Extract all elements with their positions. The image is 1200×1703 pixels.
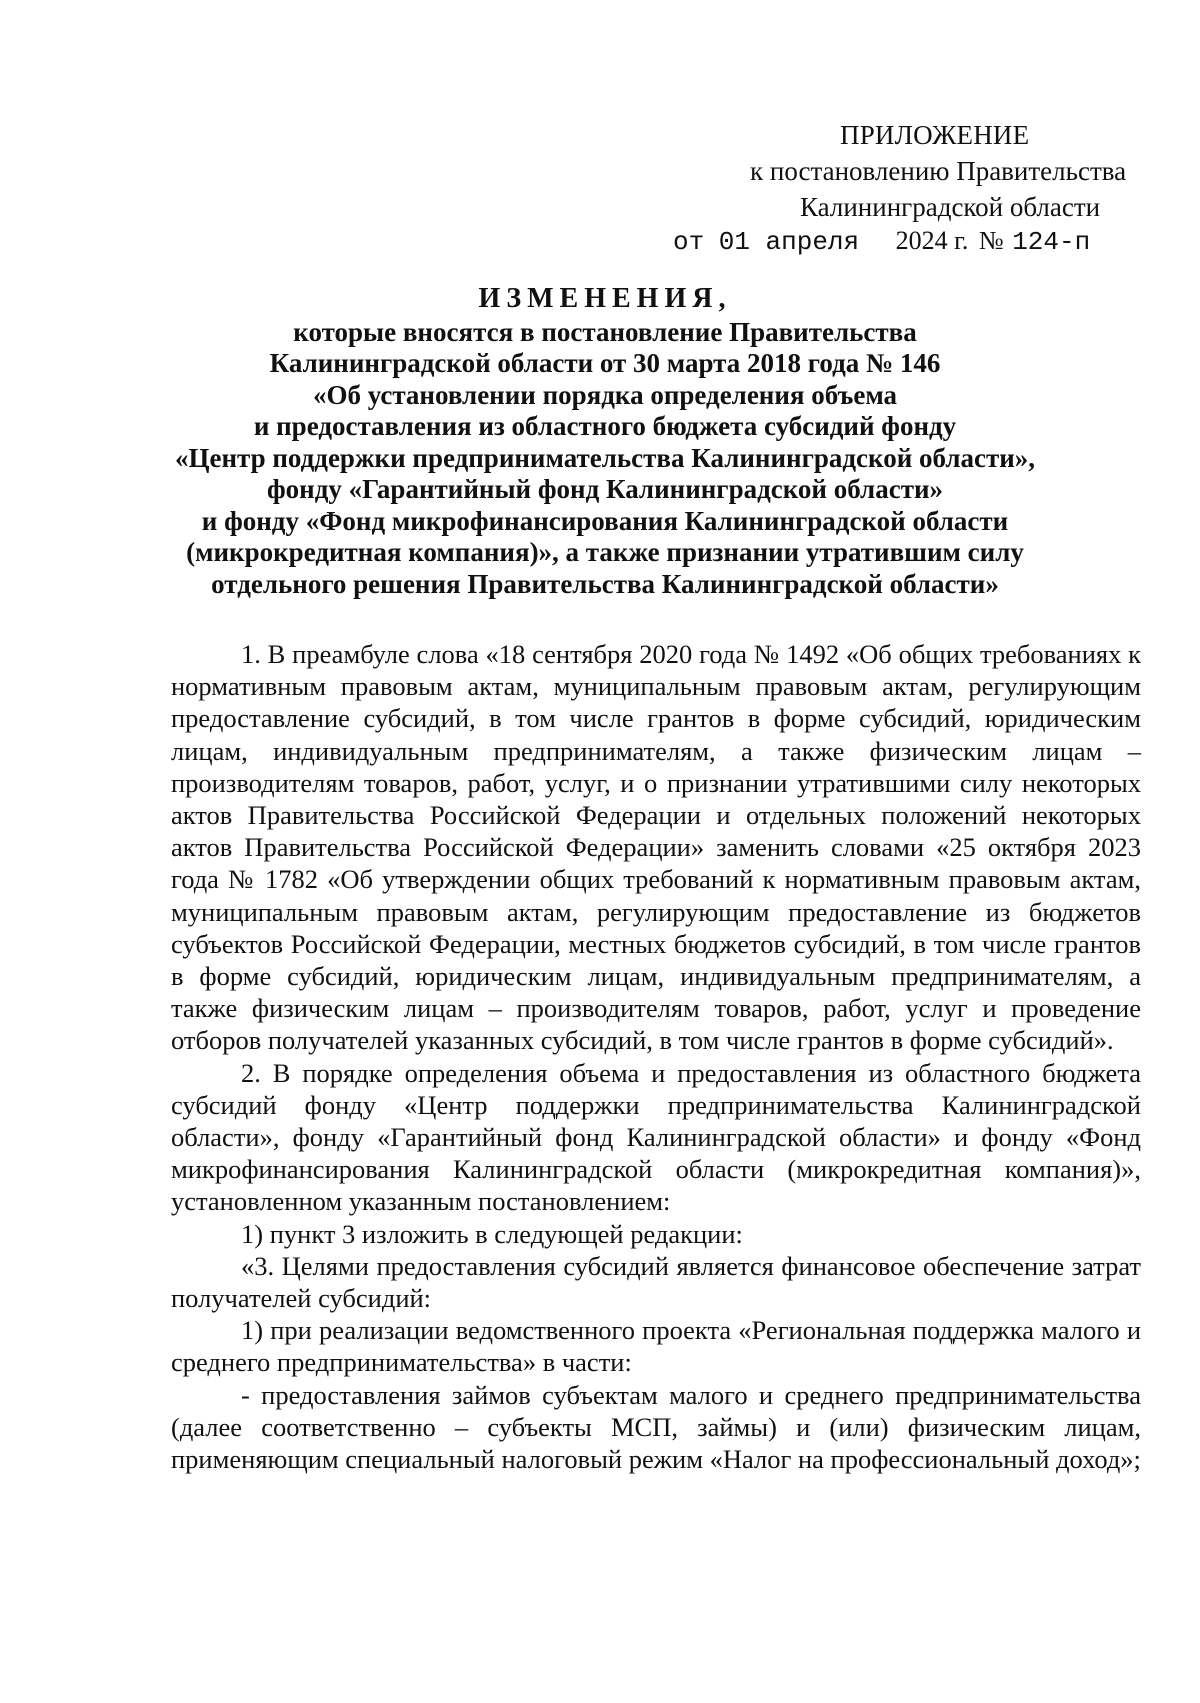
document-heading: ИЗМЕНЕНИЯ, <box>478 283 732 314</box>
paragraph-item-3-text: «3. Целями предоставления субсидий является финансовое обеспечение затрат получателей субсидий: <box>171 1250 1141 1314</box>
paragraph-dash-item-loans: - предоставления займов субъектам малого и среднего предпринимательства (далее соответственно – субъекты МСП, займы) и (или) физическим лицам, применяющим специальный налоговый режим «Налог на профессиональный доход»; <box>171 1379 1141 1475</box>
number-sign: № <box>978 226 1004 255</box>
paragraph-procedure-changes: 2. В порядке определения объема и предоставления из областного бюджета субсидий фонду «Центр поддержки предпринимательства Калининградской области», фонду «Гарантийный фонд Калининградской области» и фонду «Фонд микрофинансирования Калининградской области (микрокредитная компания)», установленном указанным постановлением: <box>171 1057 1141 1217</box>
subtitle-line: отдельного решения Правительства Калининградской области» <box>211 568 999 599</box>
paragraph-subitem-1: 1) при реализации ведомственного проекта «Региональная поддержка малого и среднего предпринимательства» в части: <box>171 1315 1141 1378</box>
document-title-block <box>150 283 1060 600</box>
resolution-number: 124-п <box>1012 227 1091 257</box>
attachment-title: ПРИЛОЖЕНИЕ <box>840 120 1030 150</box>
subtitle-line: и фонду «Фонд микрофинансирования Калининградской области <box>201 505 1009 536</box>
attachment-resolution-line: к постановлению Правительства <box>750 156 1127 186</box>
subtitle-line: которые вносятся в постановление Правительства <box>293 316 917 347</box>
subtitle-line: Калининградской области от 30 марта 2018 года № 146 <box>269 348 941 378</box>
date-year: 2024 г. <box>895 226 969 255</box>
paragraph-preamble-change: 1. В преамбуле слова «18 сентября 2020 года № 1492 «Об общих требованиях к нормативным правовым актам, муниципальным правовым актам, регулирующим предоставление субсидий, в том числе грантов в форме субсидий, юридическим лицам, индивидуальным предпринимателям, а также физическим лицам – производителям товаров, работ, услуг, и о признании утратившими силу некоторых актов Правительства Российской Федерации и отдельных положений некоторых актов Правительства Российской Федерации» заменить словами «25 октября 2023 года № 1782 «Об утверждении общих требований к нормативным правовым актам, муниципальным правовым актам, регулирующим предоставление из бюджетов субъектов Российской Федерации, местных бюджетов субсидий, в том числе грантов в форме субсидий, юридическим лицам, индивидуальным предпринимателям, а также физическим лицам – производителям товаров, работ, услуг и проведение отборов получателей указанных субсидий, в том числе грантов в форме субсидий». <box>171 639 1141 1056</box>
document-body <box>171 638 1141 1475</box>
date-prefix: от <box>673 227 705 257</box>
date-day-month: 01 апреля <box>718 227 860 257</box>
subtitle-line: фонду «Гарантийный фонд Калининградской области» <box>266 474 944 504</box>
subtitle-line: «Об установлении порядка определения объема <box>312 379 898 410</box>
subtitle-line: и предоставления из областного бюджета субсидий фонду <box>253 411 957 441</box>
subtitle-line: (микрокредитная компания)», а также признании утратившим силу <box>186 537 1024 567</box>
attachment-region-line: Калининградской области <box>800 192 1101 222</box>
attachment-date-number-line <box>673 224 1090 259</box>
subtitle-line: «Центр поддержки предпринимательства Калининградской области», <box>174 442 1036 473</box>
paragraph-item-3-intro: 1) пункт 3 изложить в следующей редакции: <box>241 1218 743 1249</box>
